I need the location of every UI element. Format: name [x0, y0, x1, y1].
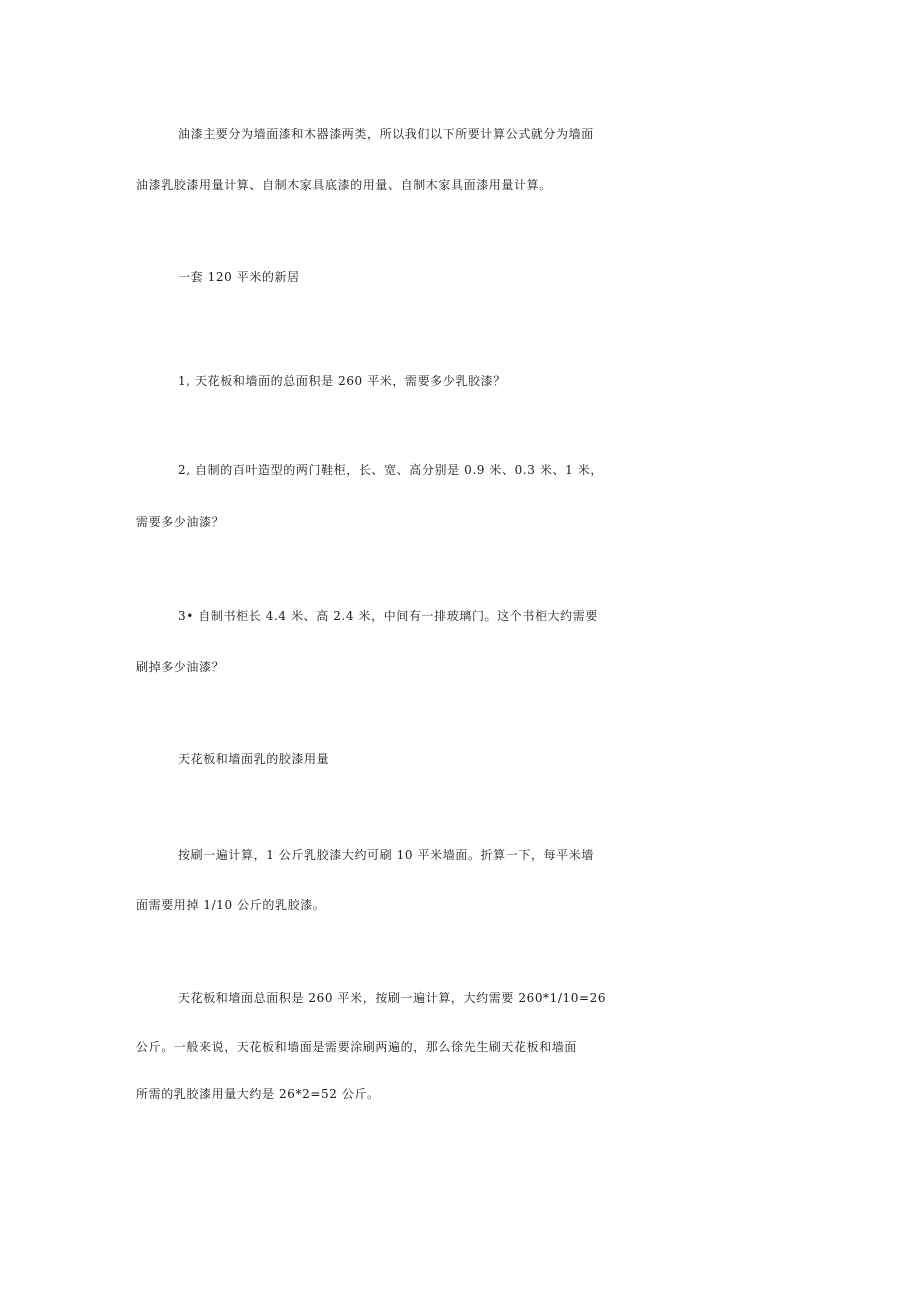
paragraph-answer-line-3: 所需的乳胶漆用量大约是 26*2=52 公斤。	[136, 1087, 380, 1101]
paragraph-answer-line-1: 天花板和墙面总面积是 260 平米，按刷一遍计算，大约需要 260*1/10=26	[178, 991, 607, 1005]
paragraph-method-line-1: 按刷一遍计算，1 公斤乳胶漆大约可刷 10 平米墙面。折算一下，每平米墙	[178, 848, 594, 862]
paragraph-intro-line-2: 油漆乳胶漆用量计算、自制木家具底漆的用量、自制木家具面漆用量计算。	[136, 178, 552, 192]
paragraph-intro-line-1: 油漆主要分为墙面漆和木器漆两类，所以我们以下所要计算公式就分为墙面	[178, 127, 594, 141]
question-3-line-1: 3• 自制书柜长 4.4 米、高 2.4 米，中间有一排玻璃门。这个书柜大约需要	[178, 609, 598, 623]
paragraph-method-line-2: 面需要用掉 1/10 公斤的乳胶漆。	[136, 898, 326, 912]
paragraph-case: 一套 120 平米的新居	[178, 270, 300, 284]
question-2-line-1: 2, 自制的百叶造型的两门鞋柜，长、宽、高分别是 0.9 米、0.3 米、1 米，	[178, 463, 603, 477]
question-3-line-2: 刷掉多少油漆？	[136, 660, 225, 674]
paragraph-answer-line-2: 公斤。一般来说，天花板和墙面是需要涂刷两遍的，那么徐先生刷天花板和墙面	[136, 1040, 578, 1054]
question-2-line-2: 需要多少油漆？	[136, 515, 225, 529]
question-1: 1, 天花板和墙面的总面积是 260 平米，需要多少乳胶漆？	[178, 374, 506, 388]
section-heading: 天花板和墙面乳的胶漆用量	[178, 752, 330, 766]
